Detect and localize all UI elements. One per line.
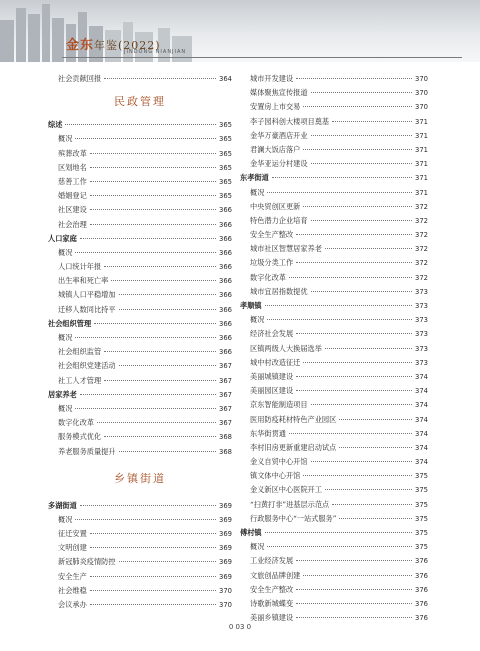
- toc-entry-title: 新冠肺炎疫情防控: [58, 557, 116, 567]
- dot-leader: [339, 419, 412, 420]
- toc-page-number: 373: [415, 344, 428, 353]
- toc-page-number: 365: [219, 192, 232, 201]
- toc-page-number: 367: [219, 376, 232, 385]
- toc-entry[interactable]: [240, 398, 428, 412]
- toc-entry-title: 概况: [58, 514, 73, 524]
- toc-page-number: 369: [219, 501, 232, 510]
- toc-entry[interactable]: [48, 331, 232, 345]
- toc-entry[interactable]: [240, 483, 428, 497]
- dot-leader: [90, 167, 216, 168]
- toc-entry[interactable]: [240, 469, 428, 483]
- toc-entry-title: 慈善工作: [58, 176, 87, 186]
- toc-entry-title: 孝顺镇: [240, 301, 262, 310]
- dot-leader: [90, 209, 216, 210]
- toc-entry[interactable]: [48, 189, 232, 203]
- toc-entry[interactable]: [240, 186, 428, 200]
- toc-entry[interactable]: [48, 246, 232, 260]
- dot-leader: [97, 422, 216, 423]
- toc-entry-title: 工业经济发展: [250, 556, 294, 566]
- dot-leader: [289, 433, 412, 434]
- toc-page-number: 370: [415, 89, 428, 98]
- dot-leader: [75, 138, 216, 139]
- toc-page-number: 367: [219, 390, 232, 399]
- toc-right-column: [240, 72, 428, 625]
- dot-leader: [80, 238, 216, 239]
- dot-leader: [80, 394, 216, 395]
- toc-page-number: 369: [219, 530, 232, 539]
- toc-page-number: 374: [415, 401, 428, 410]
- dot-leader: [311, 291, 413, 292]
- toc-entry-title: 金义自贸中心开馆: [250, 457, 308, 467]
- toc-entry[interactable]: [240, 313, 428, 327]
- toc-entry-title: 媒体聚焦宣传报道: [250, 88, 308, 98]
- dot-leader: [296, 262, 412, 263]
- toc-entry-title: 文旅创品牌创建: [250, 570, 301, 580]
- toc-entry[interactable]: [240, 498, 428, 512]
- toc-page-number: 373: [415, 302, 428, 310]
- toc-page-number: 374: [415, 415, 428, 424]
- toc-entry-title: 数字化改革: [250, 272, 286, 282]
- toc-entry[interactable]: [48, 598, 232, 612]
- toc-entry[interactable]: [240, 554, 428, 568]
- toc-page-number: 375: [415, 543, 428, 552]
- toc-entry-title: 经济社会发展: [250, 329, 294, 339]
- toc-entry-title: 养老服务质量提升: [58, 446, 116, 456]
- toc-entry-title: 社工人才管理: [58, 375, 102, 385]
- toc-entry-title: 社区建设: [58, 205, 87, 215]
- toc-page-number: 373: [415, 330, 428, 339]
- toc-entry[interactable]: [240, 583, 428, 597]
- dot-leader: [325, 248, 412, 249]
- toc-entry-title: 居家养老: [48, 389, 77, 399]
- toc-entry-title: 君澜大饭店落户: [250, 144, 301, 154]
- toc-entry[interactable]: [48, 260, 232, 274]
- toc-entry[interactable]: [48, 303, 232, 317]
- toc-page-number: 366: [219, 348, 232, 357]
- dot-leader: [332, 504, 412, 505]
- toc-page-number: 371: [415, 145, 428, 154]
- toc-entry-title: 城市社区智慧居家养老: [250, 244, 322, 254]
- toc-entry[interactable]: [240, 427, 428, 441]
- toc-page-number: 373: [415, 287, 428, 296]
- dot-leader: [90, 153, 216, 154]
- toc-entry-title: 垃圾分类工作: [250, 258, 294, 268]
- toc-page-number: 371: [415, 131, 428, 140]
- page-footer: [0, 623, 480, 631]
- toc-page-number: 374: [415, 458, 428, 467]
- toc-page-number: 370: [219, 586, 232, 595]
- toc-page-number: 366: [219, 263, 232, 272]
- toc-entry-title: 概况: [58, 333, 73, 342]
- toc-entry[interactable]: [240, 597, 428, 611]
- toc-page-number: 375: [415, 486, 428, 495]
- dot-leader: [303, 575, 412, 576]
- toc-entry[interactable]: [240, 327, 428, 341]
- toc-entry[interactable]: [240, 455, 428, 469]
- toc-entry-title: 安全生产: [58, 571, 87, 581]
- toc-entry[interactable]: [48, 175, 232, 189]
- toc-section[interactable]: [240, 526, 428, 540]
- toc-entry-title: 社会维稳: [58, 585, 87, 595]
- toc-entry[interactable]: [48, 132, 232, 146]
- dot-leader: [90, 576, 216, 577]
- toc-page-number: 372: [415, 273, 428, 282]
- toc-page-number: 368: [219, 447, 232, 456]
- toc-entry-title: 人口家庭: [48, 233, 77, 243]
- toc-page-number: 367: [219, 404, 232, 413]
- toc-page-number: 365: [219, 121, 232, 130]
- toc-page-number: 374: [415, 387, 428, 396]
- toc-page-number: 376: [415, 614, 428, 623]
- dot-leader: [311, 135, 413, 136]
- toc-page-number: 369: [219, 572, 232, 581]
- dot-leader: [339, 447, 412, 448]
- toc-entry[interactable]: [240, 129, 428, 143]
- toc-entry[interactable]: [48, 527, 232, 541]
- dot-leader: [75, 337, 216, 338]
- dot-leader: [289, 277, 412, 278]
- toc-section[interactable]: [240, 299, 428, 313]
- toc-page-number: 375: [415, 514, 428, 523]
- toc-entry[interactable]: [48, 274, 232, 288]
- toc-page-number: 366: [219, 248, 232, 257]
- toc-entry[interactable]: [240, 384, 428, 398]
- toc-page-number: 372: [415, 231, 428, 240]
- dot-leader: [296, 589, 412, 590]
- dot-leader: [311, 92, 413, 93]
- toc-entry[interactable]: [48, 445, 232, 459]
- toc-entry[interactable]: [48, 513, 232, 527]
- toc-page-number: 366: [219, 319, 232, 328]
- toc-page-number: 370: [415, 103, 428, 112]
- toc-entry-title: 城中村改造征迁: [250, 357, 301, 367]
- dot-leader: [296, 376, 412, 377]
- dot-leader: [265, 532, 412, 533]
- dot-leader: [104, 436, 216, 437]
- dot-leader: [104, 351, 216, 352]
- toc-page-number: 368: [219, 433, 232, 442]
- dot-leader: [303, 362, 412, 363]
- toc-section[interactable]: [48, 232, 232, 246]
- toc-entry-title: 金华万豪酒店开业: [250, 130, 308, 140]
- toc-entry-title: 概况: [250, 542, 265, 552]
- dot-leader: [339, 518, 412, 519]
- toc-entry[interactable]: [48, 359, 232, 373]
- toc-entry-title: 安全生产整改: [250, 230, 294, 240]
- toc-page-number: 366: [219, 305, 232, 314]
- dot-leader: [272, 177, 412, 178]
- toc-section[interactable]: [48, 388, 232, 402]
- toc-page-number: 375: [415, 472, 428, 481]
- toc-entry-title: 金华亚运分村建设: [250, 159, 308, 169]
- toc-entry-title: 文明创建: [58, 543, 87, 553]
- toc-entry-title: 中央贸创区更新: [250, 201, 301, 211]
- chapter-heading: 民政管理: [114, 95, 166, 109]
- yearbook-pinyin: JINDONG NIANJIAN: [124, 49, 187, 55]
- toc-entry-title: 区划地名: [58, 162, 87, 172]
- toc-page-number: 371: [415, 160, 428, 169]
- toc-page-number: 370: [415, 75, 428, 83]
- yearbook-year: (2022): [118, 39, 161, 52]
- toc-entry-title: 金义新区中心医院开工: [250, 485, 322, 495]
- toc-page-number: 366: [219, 234, 232, 243]
- toc-page-number: 366: [219, 206, 232, 215]
- toc-entry[interactable]: [240, 356, 428, 370]
- toc-page-number: 365: [219, 149, 232, 158]
- dot-leader: [104, 266, 216, 267]
- toc-entry-title: 殡葬改革: [58, 148, 87, 158]
- toc-page-number: 373: [415, 316, 428, 325]
- toc-page-number: 369: [219, 558, 232, 567]
- toc-entry-title: 概况: [250, 315, 265, 325]
- toc-page-number: 374: [415, 429, 428, 438]
- page-number: 0 03 0: [228, 623, 252, 631]
- dot-leader: [75, 519, 216, 520]
- toc-page-number: 374: [415, 443, 428, 452]
- yearbook-title-suffix: 年鉴: [94, 39, 119, 52]
- toc-entry-title: 李村旧房更新重建启动试点: [250, 442, 337, 452]
- toc-entry[interactable]: [240, 86, 428, 100]
- toc-page-number: 376: [415, 585, 428, 594]
- toc-entry[interactable]: [240, 143, 428, 157]
- toc-page-number: 376: [415, 599, 428, 608]
- dot-leader: [265, 305, 412, 306]
- toc-entry-title: 概况: [58, 134, 73, 144]
- dot-leader: [90, 224, 216, 225]
- dot-leader: [111, 280, 216, 281]
- toc-entry-title: 美丽园区建设: [250, 386, 294, 396]
- toc-page-number: 365: [219, 177, 232, 186]
- toc-entry-title: 东孝街道: [240, 173, 269, 183]
- toc-entry[interactable]: [48, 430, 232, 444]
- dot-leader: [303, 106, 412, 107]
- toc-entry[interactable]: [48, 374, 232, 388]
- toc-entry-title: 特色潜力企业培育: [250, 215, 308, 225]
- toc-page-number: 372: [415, 259, 428, 268]
- page-header: [0, 0, 480, 62]
- toc-entry[interactable]: [48, 218, 232, 232]
- toc-page-number: 374: [415, 372, 428, 381]
- toc-entry-title: 美丽乡镇建设: [250, 613, 294, 623]
- toc-entry[interactable]: [240, 285, 428, 299]
- dot-leader: [90, 604, 216, 605]
- toc-entry-title: 概况: [250, 187, 265, 197]
- chapter-heading: 乡镇街道: [114, 471, 166, 485]
- toc-page-number: 375: [415, 529, 428, 537]
- dot-leader: [311, 163, 413, 164]
- dot-leader: [90, 547, 216, 548]
- dot-leader: [119, 561, 217, 562]
- toc-page-number: 364: [219, 75, 232, 83]
- toc-entry-title: 安全生产整改: [250, 584, 294, 594]
- toc-entry-title: 美丽城镇建设: [250, 371, 294, 381]
- toc-page-number: 375: [415, 500, 428, 509]
- dot-leader: [75, 408, 216, 409]
- toc-entry-title: 征迁安置: [58, 529, 87, 539]
- toc-left-column: [48, 72, 232, 612]
- dot-leader: [90, 195, 216, 196]
- toc-page-number: 366: [219, 334, 232, 342]
- dot-leader: [311, 461, 413, 462]
- dot-leader: [104, 78, 216, 79]
- toc-section[interactable]: [48, 317, 232, 331]
- toc-entry-title: 社会贡献回报: [58, 74, 102, 83]
- toc-entry-title: 社会组织党建活动: [58, 361, 116, 371]
- toc-page-number: 372: [415, 245, 428, 254]
- toc-entry-title: 傅村镇: [240, 528, 262, 537]
- toc-entry[interactable]: [240, 242, 428, 256]
- toc-entry-title: 会议承办: [58, 600, 87, 609]
- toc-page-number: 366: [219, 291, 232, 300]
- toc-page-number: 369: [219, 544, 232, 553]
- toc-entry[interactable]: [240, 441, 428, 455]
- toc-entry[interactable]: [240, 72, 428, 86]
- dot-leader: [311, 404, 413, 405]
- toc-section[interactable]: [240, 171, 428, 185]
- dot-leader: [296, 234, 412, 235]
- toc-entry[interactable]: [48, 541, 232, 555]
- toc-page-number: 366: [219, 277, 232, 286]
- toc-entry[interactable]: [48, 570, 232, 584]
- toc-page-number: 372: [415, 216, 428, 225]
- toc-entry-title: 社会组织管理: [48, 318, 92, 328]
- toc-entry-title: 概况: [58, 403, 73, 413]
- toc-entry[interactable]: [48, 288, 232, 302]
- toc-page-number: 376: [415, 571, 428, 580]
- dot-leader: [90, 181, 216, 182]
- toc-entry[interactable]: [48, 416, 232, 430]
- toc-page-number: 370: [219, 601, 232, 609]
- dot-leader: [303, 206, 412, 207]
- toc-entry-title: 李子园科创大楼项目奠基: [250, 116, 330, 126]
- dot-leader: [303, 149, 412, 150]
- dot-leader: [325, 348, 412, 349]
- toc-page-number: 367: [219, 362, 232, 371]
- toc-entry-title: 安置房上市交易: [250, 102, 301, 112]
- toc-page-number: 376: [415, 557, 428, 566]
- toc-entry-title: 区镇两级人大换届选举: [250, 343, 322, 353]
- toc-entry-title: 数字化改革: [58, 418, 94, 428]
- toc-entry-title: 东华街贯通: [250, 428, 286, 438]
- header-rule: [62, 57, 462, 58]
- dot-leader: [303, 475, 412, 476]
- dot-leader: [332, 121, 412, 122]
- dot-leader: [90, 590, 216, 591]
- toc-entry[interactable]: [240, 214, 428, 228]
- dot-leader: [90, 533, 216, 534]
- toc-page-number: 367: [219, 419, 232, 428]
- toc-entry-title: “扫黄打非”进基层示范点: [250, 499, 330, 509]
- dot-leader: [267, 319, 412, 320]
- toc-entry-title: 多湖街道: [48, 500, 77, 510]
- toc-entry-title: 京东智能制造项目: [250, 400, 308, 410]
- toc-entry-title: 人口统计年报: [58, 262, 102, 272]
- dot-leader: [75, 252, 216, 253]
- toc-entry[interactable]: [240, 370, 428, 384]
- yearbook-title-main: 金东: [66, 38, 95, 53]
- dot-leader: [325, 489, 412, 490]
- dot-leader: [80, 505, 216, 506]
- toc-page-number: 371: [415, 188, 428, 197]
- toc-entry-title: 诗歌新城蝶变: [250, 598, 294, 608]
- toc-entry-title: 概况: [58, 247, 73, 257]
- toc-entry-title: 迁移人数同比持平: [58, 304, 116, 314]
- toc-page-number: 365: [219, 163, 232, 172]
- dot-leader: [104, 380, 216, 381]
- toc-entry-title: 出生率和死亡率: [58, 276, 109, 286]
- toc-entry-title: 婚姻登记: [58, 191, 87, 201]
- dot-leader: [267, 192, 412, 193]
- toc-entry-title: 社会治理: [58, 219, 87, 229]
- toc-page-number: 371: [415, 117, 428, 126]
- dot-leader: [94, 323, 216, 324]
- dot-leader: [119, 309, 217, 310]
- toc-entry-title: 城镇人口平稳增加: [58, 290, 116, 300]
- dot-leader: [296, 390, 412, 391]
- toc-entry[interactable]: [48, 147, 232, 161]
- dot-leader: [296, 78, 412, 79]
- toc-section[interactable]: [48, 118, 232, 132]
- toc-entry[interactable]: [240, 100, 428, 114]
- toc-entry-title: 服务模式优化: [58, 432, 102, 442]
- dot-leader: [311, 220, 413, 221]
- toc-entry[interactable]: [240, 157, 428, 171]
- toc-entry[interactable]: [240, 256, 428, 270]
- toc-entry[interactable]: [48, 203, 232, 217]
- toc-entry-title: 城市宜居指数提优: [250, 286, 308, 296]
- toc-entry[interactable]: [48, 345, 232, 359]
- toc-entry-title: 医用防疫耗材特色产业园区: [250, 414, 337, 424]
- dot-leader: [296, 617, 412, 618]
- toc-entry[interactable]: [48, 584, 232, 598]
- toc-page-number: 369: [219, 515, 232, 524]
- toc-page-number: 371: [415, 174, 428, 183]
- toc-entry-title: 行政服务中心“一站式服务”: [250, 513, 337, 523]
- toc-entry[interactable]: [240, 569, 428, 583]
- toc-entry[interactable]: [240, 115, 428, 129]
- dot-leader: [296, 603, 412, 604]
- toc-entry[interactable]: [48, 161, 232, 175]
- dot-leader: [119, 294, 217, 295]
- toc-entry[interactable]: [240, 342, 428, 356]
- toc-entry-title: 社会组织监管: [58, 347, 102, 357]
- toc-entry[interactable]: [240, 200, 428, 214]
- toc-entry[interactable]: [240, 512, 428, 526]
- toc-page-number: 373: [415, 358, 428, 367]
- toc-entry-title: 镇文体中心开馆: [250, 471, 301, 481]
- dot-leader: [119, 451, 217, 452]
- toc-page-number: 366: [219, 220, 232, 229]
- toc-page-number: 365: [219, 135, 232, 144]
- toc-entry[interactable]: [48, 402, 232, 416]
- toc-entry[interactable]: [240, 540, 428, 554]
- toc-entry[interactable]: [48, 72, 232, 86]
- toc-entry-title: 城市开发建设: [250, 74, 294, 83]
- toc-section[interactable]: [48, 499, 232, 513]
- dot-leader: [267, 546, 412, 547]
- toc-entry[interactable]: [48, 555, 232, 569]
- dot-leader: [296, 560, 412, 561]
- toc-page-number: 372: [415, 202, 428, 211]
- toc-entry-title: 综述: [48, 120, 63, 130]
- toc-entry[interactable]: [240, 271, 428, 285]
- toc-entry[interactable]: [240, 228, 428, 242]
- dot-leader: [119, 365, 217, 366]
- dot-leader: [65, 124, 216, 125]
- toc-entry[interactable]: [240, 413, 428, 427]
- dot-leader: [296, 333, 412, 334]
